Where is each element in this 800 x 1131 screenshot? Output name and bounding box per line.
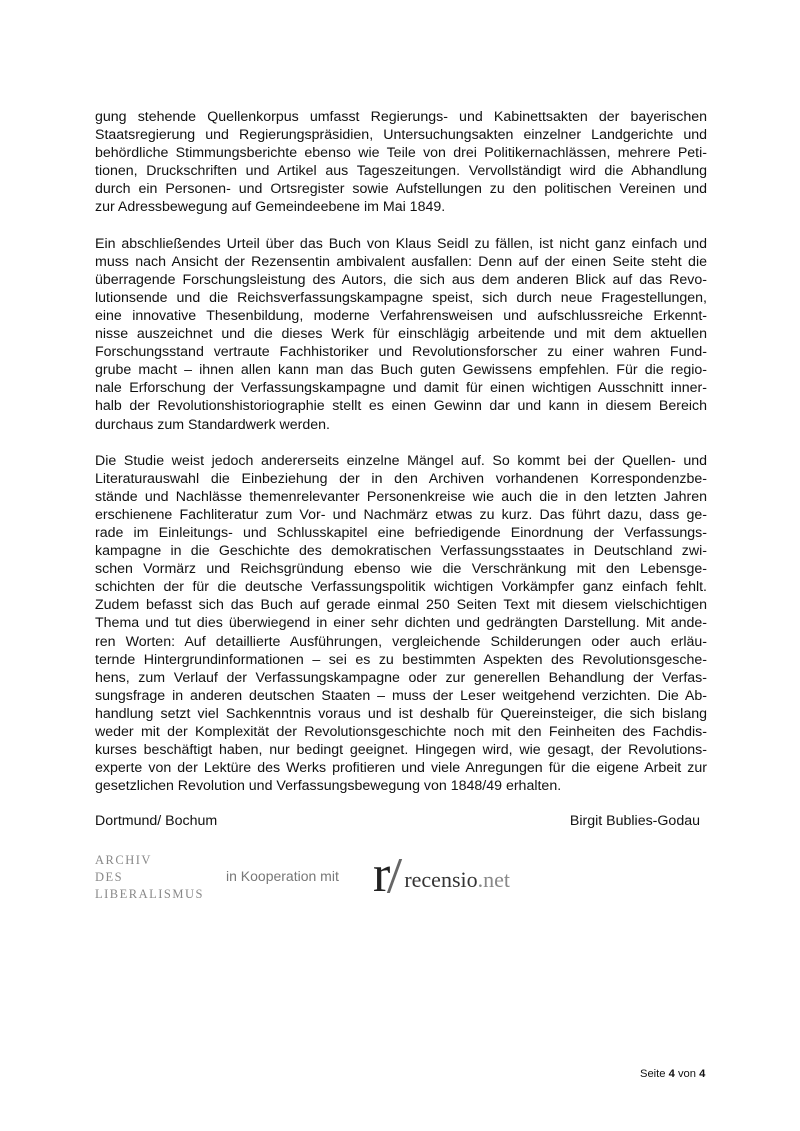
text-line: grube macht – ihnen allen kann man das Buch guten Gewissens empfehlen. Für die regio-: [95, 362, 707, 379]
text-line: ren Worten: Auf detaillierte Ausführungen, vergleichende Schilderungen oder auch erläu-: [95, 633, 707, 650]
archiv-line-1: ARCHIV: [95, 853, 152, 867]
recensio-tld: .net: [477, 867, 511, 892]
text-line: erschienene Fachliteratur zum Vor- und Nachmärz etwas zu kurz. Das führt dazu, dass ge-: [95, 506, 707, 523]
text-line: gesetzlichen Revolution und Verfassungsbewegung von 1848/49 erhalten.: [95, 778, 562, 795]
text-line: durch ein Personen- und Ortsregister sowie Aufstellungen zu den politischen Vereinen und: [95, 181, 707, 198]
recensio-logo: [373, 846, 511, 903]
page-current: 4: [668, 1068, 675, 1080]
text-line: halb der Revolutionshistoriographie stellt es einen Gewinn dar und kann in diesem Bereich: [95, 398, 707, 415]
text-line: behördliche Stimmungsberichte ebenso wie Teile von drei Politikernachlässen, mehrere Peti-: [95, 145, 707, 162]
text-line: schen Vormärz und Reichsgründung ebenso wie die Verschränkung mit den Lebensge-: [95, 561, 707, 578]
archiv-des-liberalismus-logo: [95, 852, 204, 903]
page-prefix: Seite: [640, 1068, 666, 1080]
text-line: zur Adressbewegung auf Gemeindeebene im Mai 1849.: [95, 199, 446, 216]
signature-author: Birgit Bublies-Godau: [569, 813, 700, 830]
text-line: rade im Einleitungs- und Schlusskapitel eine befriedigende Einordnung der Verfassungs-: [95, 524, 707, 541]
text-line: stände und Nachlässe themenrelevanter Personenkreise wie auch die in den letzten Jahren: [95, 488, 707, 505]
recensio-r-mark: r: [373, 846, 391, 903]
paragraph: [95, 235, 707, 434]
text-line: ternde Hintergrundinformationen – sei es zu bestimmten Aspekten des Revolutionsgesche-: [95, 651, 707, 668]
text-line: Zudem befasst sich das Buch auf gerade einmal 250 Seiten Text mit diesem vielschichtigen: [95, 597, 707, 614]
signature-place: Dortmund/ Bochum: [95, 813, 218, 830]
page-total: 4: [699, 1068, 706, 1080]
text-line: weder mit der Komplexität der Revolutionsgeschichte noch mit den Feinheiten des Fachdis-: [95, 724, 707, 740]
text-line: kurses beschäftigt haben, nur bedingt geeignet. Hingegen wird, wie gesagt, der Revolutions-: [95, 742, 707, 759]
text-line: durchaus zum Standardwerk werden.: [95, 416, 331, 433]
recensio-name: recensio: [404, 867, 478, 892]
page-separator: von: [677, 1068, 696, 1080]
paragraphs: [95, 108, 707, 795]
text-line: tionen, Druckschriften und Artikel aus Tageszeitungen. Vervollständigt wird die Abhandlung: [95, 163, 707, 180]
text-line: gung stehende Quellenkorpus umfasst Regierungs- und Kabinettsakten der bayerischen: [95, 109, 707, 125]
text-line: kampagne in die Geschichte des demokratischen Verfassungsstaates in Deutschland zwi-: [95, 543, 707, 560]
recensio-wordmark: [404, 867, 510, 893]
text-line: schichten der für die deutsche Verfassungspolitik wichtigen Vorkämpfer ganz einfach fehlt.: [95, 579, 707, 596]
text-line: Staatsregierung und Regierungspräsidien, Untersuchungsakten einzelner Landgerichte und: [95, 127, 707, 144]
paragraph: [95, 108, 707, 217]
archiv-line-2: DES: [95, 870, 124, 884]
archiv-line-3: LIBERALISMUS: [95, 887, 204, 901]
text-line: Die Studie weist jedoch andererseits einzelne Mängel auf. So kommt bei der Quellen- und: [95, 452, 707, 469]
text-line: nale Erforschung der Verfassungskampagne und damit für einen wichtigen Ausschnitt inner-: [95, 380, 707, 397]
text-line: Ein abschließendes Urteil über das Buch von Klaus Seidl zu fällen, ist nicht ganz einfach und: [95, 235, 707, 252]
signature-line: [95, 813, 700, 829]
text-line: nisse auszeichnet und die dieses Werk für einschlägig arbeitende und mit dem aktuellen: [95, 326, 707, 343]
text-line: Thema und tut dies überwiegend in einer sehr dichten und gedrängten Darstellung. Mit ande-: [95, 615, 707, 632]
cooperation-text: in Kooperation mit: [226, 868, 339, 884]
text-line: lutionsende und die Reichsverfassungskampagne speist, sich durch neue Fragestellungen,: [95, 289, 707, 306]
paragraph: [95, 452, 707, 796]
text-line: eine innovative Thesenbildung, moderne Verfahrensweisen und aufschlussreiche Erkennt-: [95, 307, 707, 324]
text-line: hens, zum Verlauf der Verfassungskampagne oder zur generellen Behandlung der Verfas-: [95, 669, 707, 686]
text-line: handlung setzt viel Sachkenntnis voraus und ist deshalb für Quereinsteiger, die sich bislang: [95, 705, 707, 722]
page-number: [640, 1068, 705, 1080]
text-line: Forschungsstand vertraute Fachhistoriker und Revolutionsforscher zu einer wahren Fund-: [95, 344, 707, 361]
footer-logos: [95, 846, 655, 903]
text-line: überragende Forschungsleistung des Autors, die sich aus dem anderen Blick auf das Revo-: [95, 271, 707, 288]
text-line: sungsfrage in anderen deutschen Staaten – muss der Leser weitgehend verzichten. Die Ab-: [95, 687, 707, 704]
text-line: Literaturauswahl die Einbeziehung der in den Archiven vorhandenen Korrespondenzbe-: [95, 470, 707, 487]
document-body: [95, 108, 707, 829]
text-line: muss nach Ansicht der Rezensentin ambivalent ausfallen: Denn auf der einen Seite steht die: [95, 253, 707, 270]
text-line: experte von der Lektüre des Werks profitieren und viele Anregungen für die eigene Arbeit zur: [95, 760, 707, 777]
